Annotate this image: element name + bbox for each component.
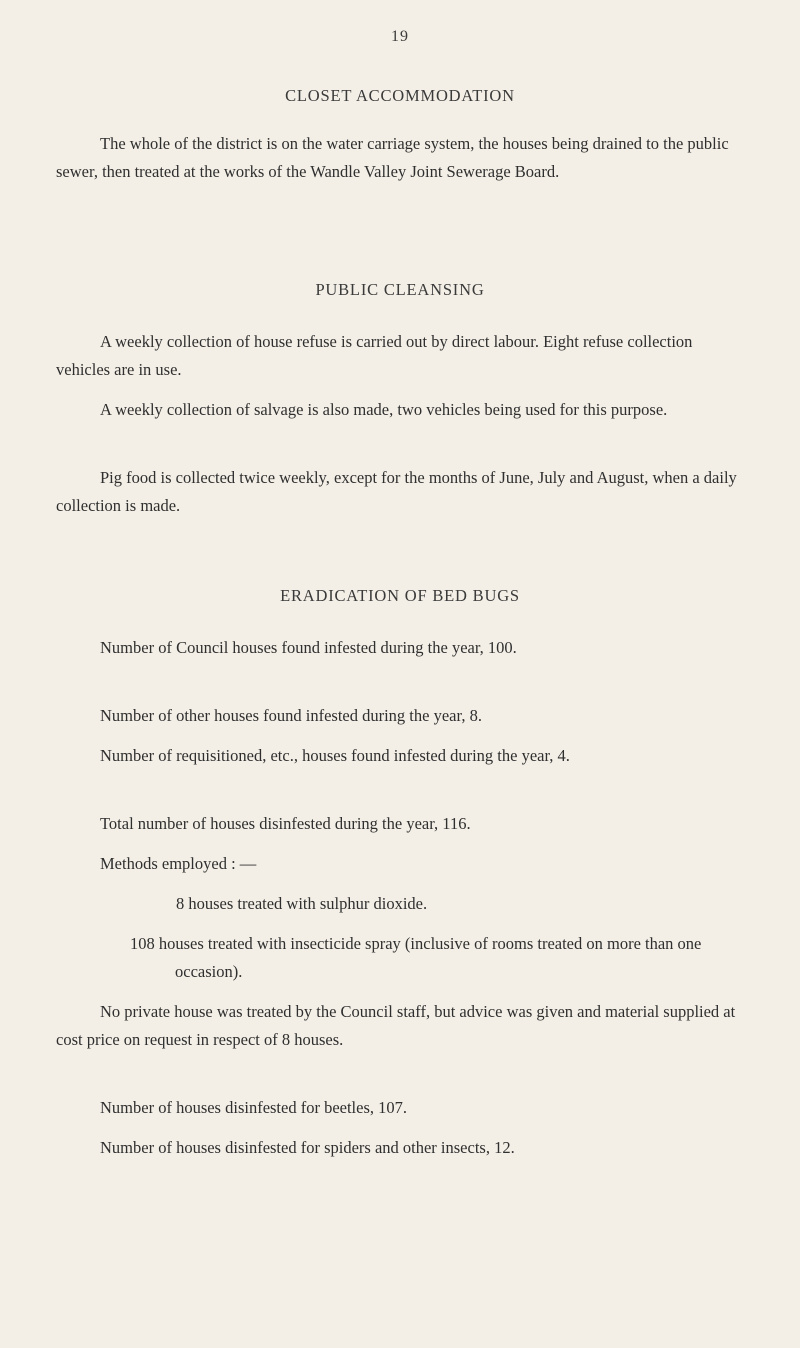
closet-paragraph: The whole of the district is on the water carriage system, the houses being drained to the public sewer, then treated at the works of the Wandle Valley Joint Sewerage Board. — [56, 134, 729, 181]
bugs-paragraph-other-houses: Number of other houses found infested during the year, 8. — [100, 706, 482, 725]
bugs-paragraph-total-disinfested: Total number of houses disinfested during the year, 116. — [100, 814, 471, 833]
method-item-sulphur-dioxide: 8 houses treated with sulphur dioxide. — [176, 894, 428, 913]
method-item-insecticide-spray: 108 houses treated with insecticide spray (inclusive of rooms treated on more than one occasion). — [130, 934, 702, 981]
bugs-paragraph-council-houses: Number of Council houses found infested during the year, 100. — [100, 638, 517, 657]
page-number: 19 — [391, 28, 409, 45]
bugs-paragraph-methods-employed: Methods employed : — — [100, 854, 257, 873]
bugs-paragraph-spiders: Number of houses disinfested for spiders and other insects, 12. — [100, 1138, 515, 1157]
cleansing-paragraph-salvage: A weekly collection of salvage is also made, two vehicles being used for this purpose. — [100, 400, 668, 419]
section-heading-eradication-of-bed-bugs: ERADICATION OF BED BUGS — [280, 586, 520, 605]
cleansing-paragraph-refuse: A weekly collection of house refuse is carried out by direct labour. Eight refuse collection vehicles are in use. — [56, 332, 693, 379]
bugs-paragraph-private-houses: No private house was treated by the Council staff, but advice was given and material supplied at cost price on request in respect of 8 houses. — [56, 1002, 736, 1049]
bugs-paragraph-beetles: Number of houses disinfested for beetles, 107. — [100, 1098, 408, 1117]
bugs-paragraph-requisitioned-houses: Number of requisitioned, etc., houses found infested during the year, 4. — [100, 746, 570, 765]
section-heading-public-cleansing: PUBLIC CLEANSING — [315, 280, 485, 299]
cleansing-paragraph-pig-food: Pig food is collected twice weekly, except for the months of June, July and August, when a daily collection is made. — [56, 468, 737, 515]
section-heading-closet-accommodation: CLOSET ACCOMMODATION — [285, 86, 515, 105]
